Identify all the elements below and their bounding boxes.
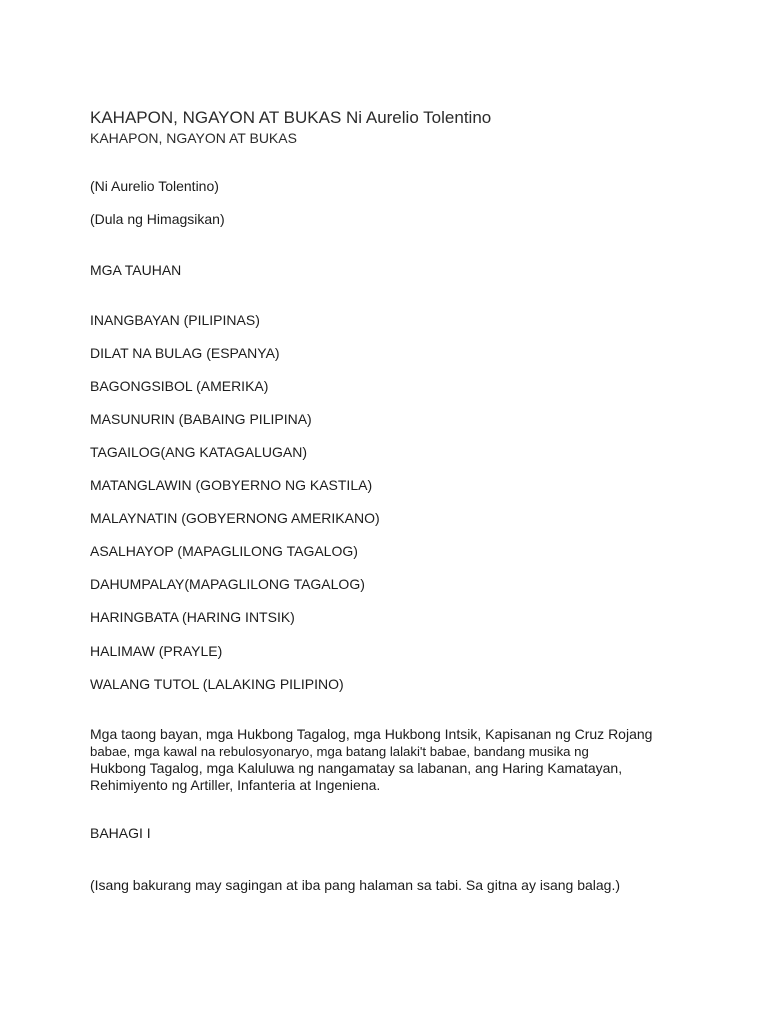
paragraph-line: Hukbong Tagalog, mga Kaluluwa ng nangamatay sa labanan, ang Haring Kamatayan,: [90, 760, 623, 776]
character-line: ASALHAYOP (MAPAGLILONG TAGALOG): [90, 543, 358, 559]
paragraph-line: Rehimiyento ng Artiller, Infanteria at Ingeniena.: [90, 777, 381, 793]
character-line: MALAYNATIN (GOBYERNONG AMERIKANO): [90, 510, 380, 526]
stage-direction: (Isang bakurang may sagingan at iba pang halaman sa tabi. Sa gitna ay isang balag.): [90, 877, 621, 893]
character-line: INANGBAYAN (PILIPINAS): [90, 312, 260, 328]
paragraph-line: Mga taong bayan, mga Hukbong Tagalog, mga Hukbong Intsik, Kapisanan ng Cruz Rojang: [90, 726, 653, 742]
document-title: KAHAPON, NGAYON AT BUKAS Ni Aurelio Tolentino: [90, 108, 492, 127]
character-line: BAGONGSIBOL (AMERIKA): [90, 378, 269, 394]
paragraph-line: babae, mga kawal na rebulosyonaryo, mga batang lalaki't babae, bandang musika ng: [90, 744, 589, 759]
character-line: TAGAILOG(ANG KATAGALUGAN): [90, 444, 308, 460]
author-line: (Ni Aurelio Tolentino): [90, 178, 219, 194]
character-line: MATANGLAWIN (GOBYERNO NG KASTILA): [90, 477, 373, 493]
characters-heading: MGA TAUHAN: [90, 262, 182, 278]
document-subtitle: KAHAPON, NGAYON AT BUKAS: [90, 130, 297, 146]
character-line: DAHUMPALAY(MAPAGLILONG TAGALOG): [90, 576, 365, 592]
part-heading: BAHAGI I: [90, 825, 151, 841]
character-line: WALANG TUTOL (LALAKING PILIPINO): [90, 676, 344, 692]
genre-line: (Dula ng Himagsikan): [90, 211, 225, 227]
character-line: MASUNURIN (BABAING PILIPINA): [90, 411, 312, 427]
character-line: DILAT NA BULAG (ESPANYA): [90, 345, 280, 361]
character-line: HARINGBATA (HARING INTSIK): [90, 609, 295, 625]
ensemble-paragraph: [90, 726, 690, 794]
character-line: HALIMAW (PRAYLE): [90, 643, 223, 659]
